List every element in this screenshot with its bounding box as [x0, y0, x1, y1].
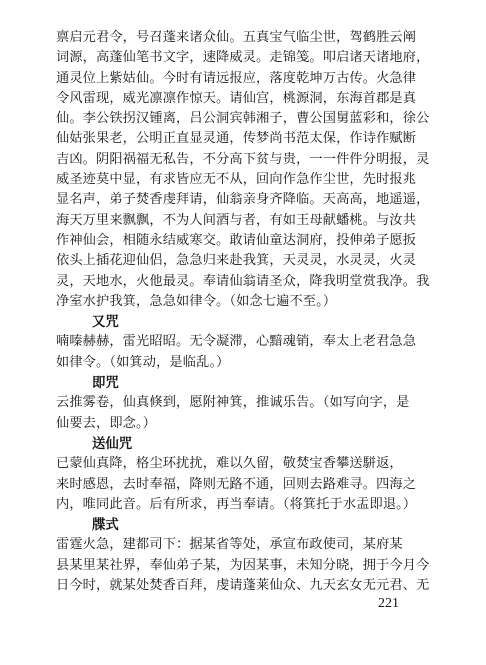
section-song-xian-zhou [56, 434, 448, 515]
text-line: 雷霆火急，建都司下：据某省等处，承宣布政使司，某府某 [56, 537, 403, 553]
text-line: 禀启元君令，号召蓬来诸众仙。五真宝气临尘世，驾鹤胜云阐 [56, 30, 417, 45]
text-line: 令风雷现，威光凛凛作惊天。请仙宫，桃源洞，东海首郡是真 [56, 90, 417, 106]
text-line: 吉凶。阴阳祸福无私告，不分高下贫与贵，一一件件分明报，灵 [56, 151, 430, 167]
section-ji-zhou [56, 373, 448, 434]
text-line: 海天万里来飘飘，不为人间酒与者，有如王母献蟠桃。与汝共 [56, 212, 417, 228]
text-line: 县某里某社界，奉仙弟子某，为因某事，未知分晓，拥于今月今 [56, 557, 430, 573]
text-line: 云推雾卷，仙真倏到，愿附神箕，推诚乐告。（如写向字，是 [56, 395, 410, 411]
text-line: 词源，高蓬仙笔书文字，速降威灵。走锦笺。叩启诸天诸地府， [56, 50, 430, 66]
page-body [56, 28, 448, 596]
section-heading: 送仙咒 [92, 435, 133, 452]
text-line: 日今时，就某处焚香百拜，虔请蓬莱仙众、九天玄女无元君、无 [56, 578, 430, 594]
text-line: 显名声，弟子焚香虔拜请，仙翁亲身齐降临。天高高，地遥遥， [56, 192, 430, 208]
text-line: 作神仙会，相随永结威寒交。敢请仙童达洞府，投伸弟子愿扳 [56, 232, 417, 248]
section-you-zhou [56, 312, 448, 373]
text-line: 仙。李公铁拐汉锺离，吕公洞宾韩湘子，曹公国舅蓝彩和，徐公 [56, 111, 430, 127]
text-line: 灵，天地水，火他最灵。奉请仙翁请圣众，降我明堂赏我净。我 [56, 273, 430, 289]
text-line: 净室水护我箕，急急如律令。（如念七遍不至。） [56, 293, 337, 309]
section-heading: 又咒 [92, 314, 119, 331]
section-die-shi [56, 515, 448, 596]
main-invocation [56, 28, 448, 312]
text-line: 来时感恩，去时奉福，降则无路不通，回则去路难寻。四海之 [56, 476, 417, 492]
text-line: 威圣迹莫中显，有求皆应无不从，回向作急作尘世，先时报兆 [56, 172, 417, 188]
section-heading: 牒式 [92, 517, 119, 534]
text-line: 仙要去，即念。） [56, 415, 157, 431]
section-heading: 即咒 [92, 375, 119, 392]
text-line: 已蒙仙真降，格尘环扰扰，难以久留，敬焚宝香攀送駢返， [56, 456, 403, 472]
text-line: 如律令。（如箕动，是临乱。） [56, 354, 230, 370]
text-line: 依头上插花迎仙侣，急急归来赴我箕，天灵灵，水灵灵，火灵 [56, 253, 417, 269]
text-line: 内，唯同此音。后有所求，再当奉请。（将箕托于水盂即退。） [56, 496, 417, 512]
text-line: 喃嗪赫赫，雷光昭昭。无令凝滞，心黯魂销，奉太上老君急急 [56, 334, 417, 350]
text-line: 仙姑张果老，公明正直显灵通，传梦尚书范太保，作诗作赋断 [56, 131, 417, 147]
page-number: 221 [378, 596, 399, 611]
text-line: 通灵位上紫姑仙。今时有请远报应，落度乾坤万古传。火急律 [56, 70, 417, 86]
